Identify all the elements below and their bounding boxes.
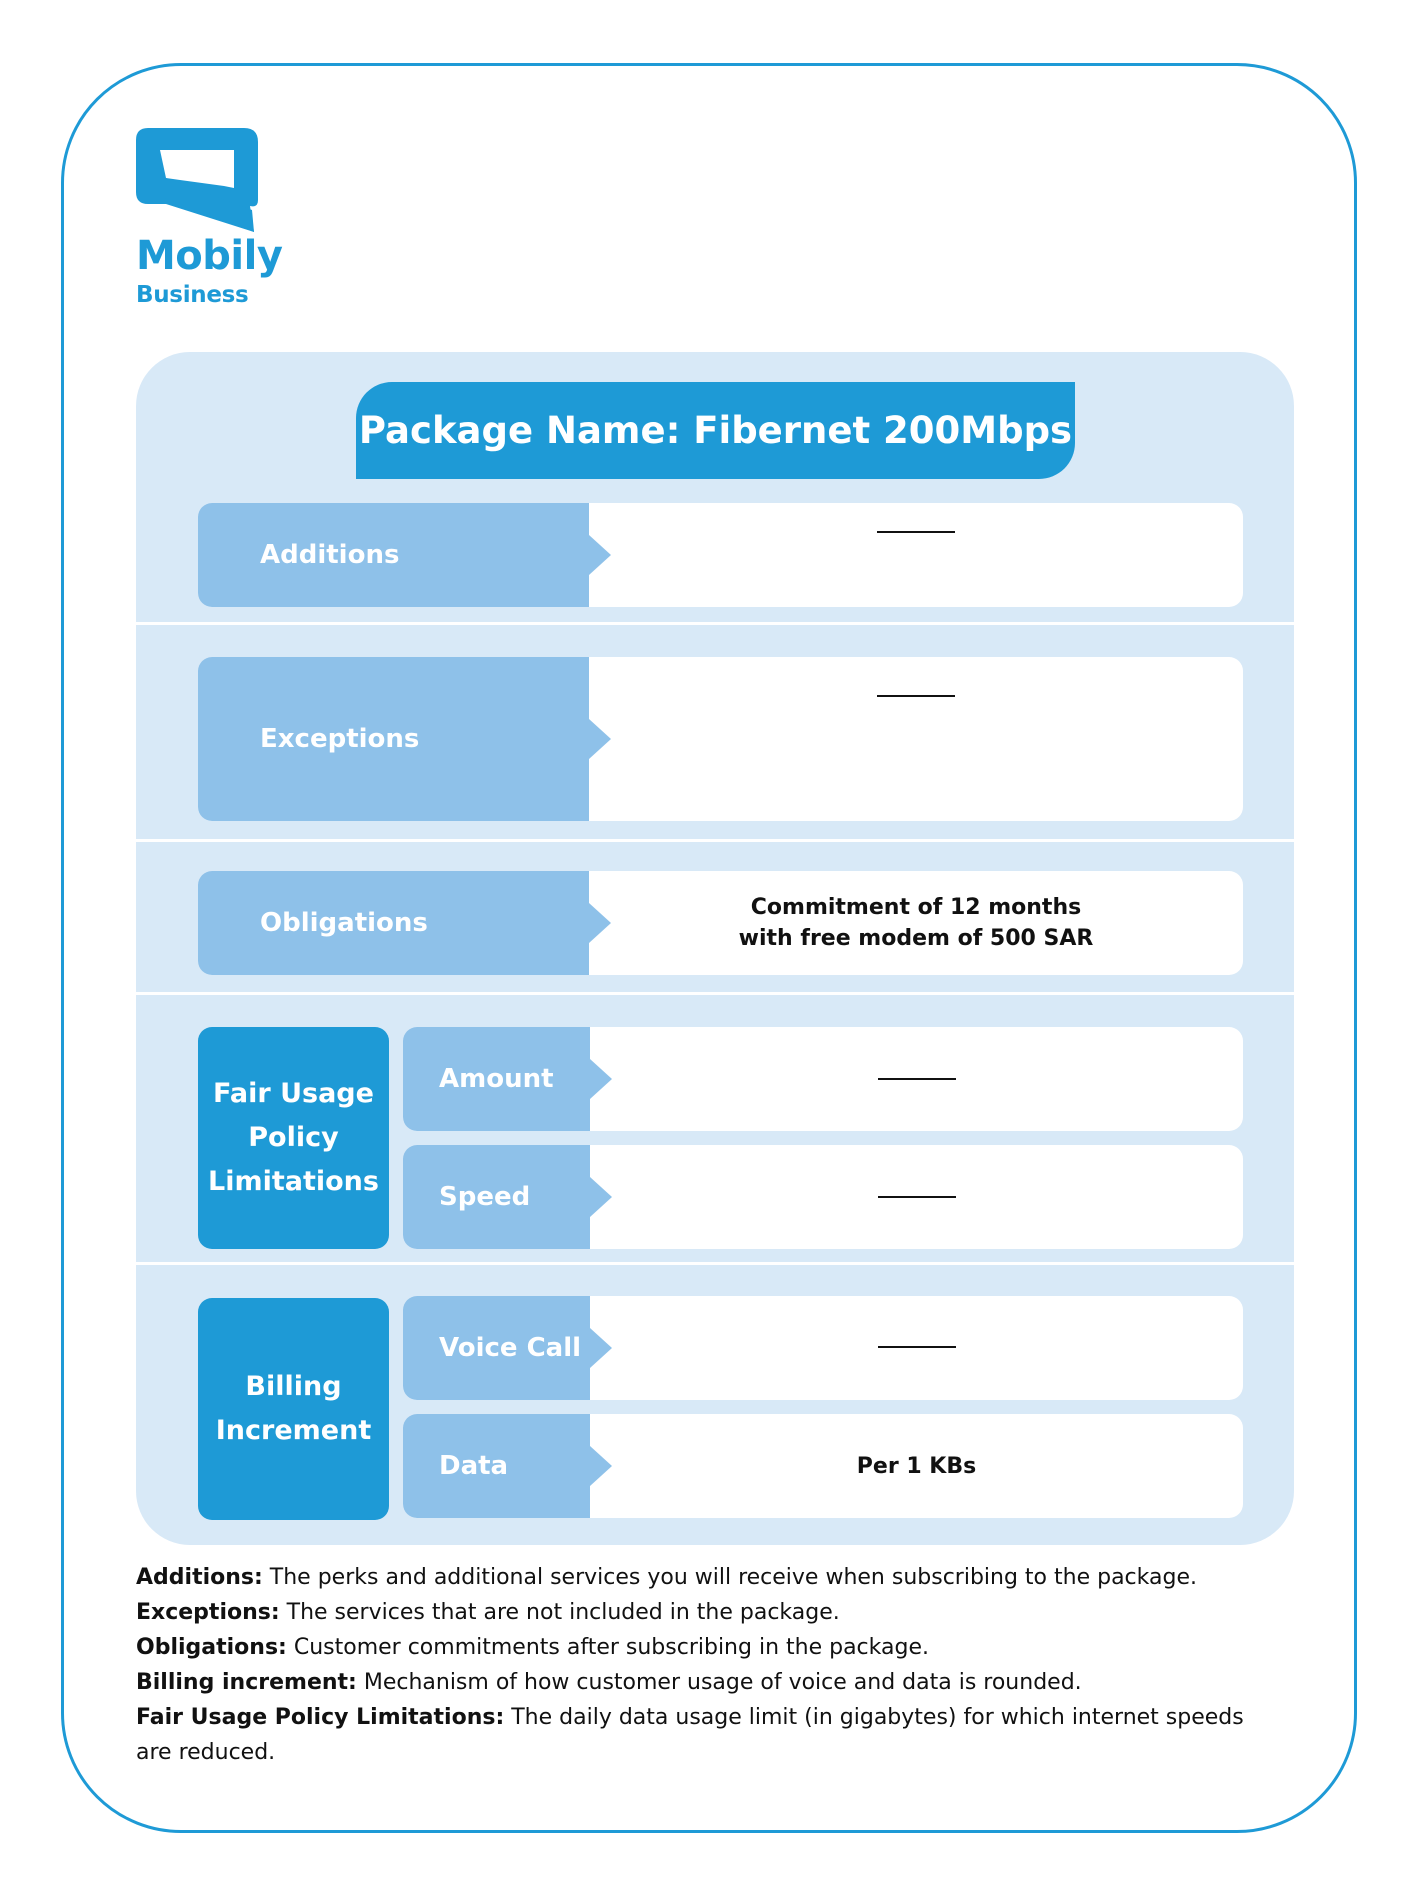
divider xyxy=(136,839,1294,842)
row-label-voice-call: Voice Call xyxy=(403,1296,590,1400)
group-billing-increment xyxy=(198,1298,389,1520)
row-value-obligations xyxy=(589,871,1243,975)
divider xyxy=(136,622,1294,625)
empty-value-dash xyxy=(878,1196,956,1198)
row-label-additions: Additions xyxy=(198,503,589,607)
row-value-voice-call xyxy=(590,1296,1243,1400)
row-data xyxy=(403,1414,1243,1518)
package-panel xyxy=(136,352,1294,1545)
package-title: Package Name: Fibernet 200Mbps xyxy=(356,382,1075,479)
row-obligations xyxy=(198,871,1243,975)
group-fair-usage-line-2: Policy xyxy=(248,1122,339,1153)
row-exceptions xyxy=(198,657,1243,821)
empty-value-dash xyxy=(878,1078,956,1080)
row-voice-call xyxy=(403,1296,1243,1400)
divider xyxy=(136,1262,1294,1265)
row-amount xyxy=(403,1027,1243,1131)
obligations-line-2: with free modem of 500 SAR xyxy=(738,926,1094,951)
row-value-exceptions xyxy=(589,657,1243,821)
group-fair-usage-line-3: Limitations xyxy=(208,1166,379,1197)
group-billing-line-1: Billing xyxy=(245,1371,342,1402)
note-obligations: Obligations: Customer commitments after subscribing in the package. xyxy=(136,1635,929,1660)
brand-sub: Business xyxy=(136,282,249,308)
note-additions: Additions: The perks and additional services you will receive when subscribing to the package. xyxy=(136,1565,1197,1590)
row-additions xyxy=(198,503,1243,607)
empty-value-dash xyxy=(878,1346,956,1348)
row-value-amount xyxy=(590,1027,1243,1131)
row-value-data xyxy=(590,1414,1243,1518)
definitions-notes xyxy=(136,1560,1286,1770)
row-label-amount: Amount xyxy=(403,1027,590,1131)
group-fair-usage xyxy=(198,1027,389,1249)
data-billing-value: Per 1 KBs xyxy=(856,1453,977,1479)
row-speed xyxy=(403,1145,1243,1249)
obligations-line-1: Commitment of 12 months xyxy=(750,895,1082,920)
brand-wordmark xyxy=(136,234,282,308)
empty-value-dash xyxy=(877,695,955,697)
row-label-speed: Speed xyxy=(403,1145,590,1249)
empty-value-dash xyxy=(877,531,955,533)
row-label-data: Data xyxy=(403,1414,590,1518)
brand-name: Mobily xyxy=(136,233,283,279)
note-exceptions: Exceptions: The services that are not included in the package. xyxy=(136,1600,840,1625)
note-billing-increment: Billing increment: Mechanism of how customer usage of voice and data is rounded. xyxy=(136,1670,1082,1695)
note-fair-usage: Fair Usage Policy Limitations: The daily data usage limit (in gigabytes) for which internet speeds are reduced. xyxy=(136,1705,1244,1765)
row-value-speed xyxy=(590,1145,1243,1249)
row-label-exceptions: Exceptions xyxy=(198,657,589,821)
mobily-logo-icon xyxy=(136,128,258,240)
group-billing-line-2: Increment xyxy=(215,1415,372,1446)
row-label-obligations: Obligations xyxy=(198,871,589,975)
divider xyxy=(136,992,1294,995)
row-value-additions xyxy=(589,503,1243,607)
group-fair-usage-line-1: Fair Usage xyxy=(213,1078,374,1109)
